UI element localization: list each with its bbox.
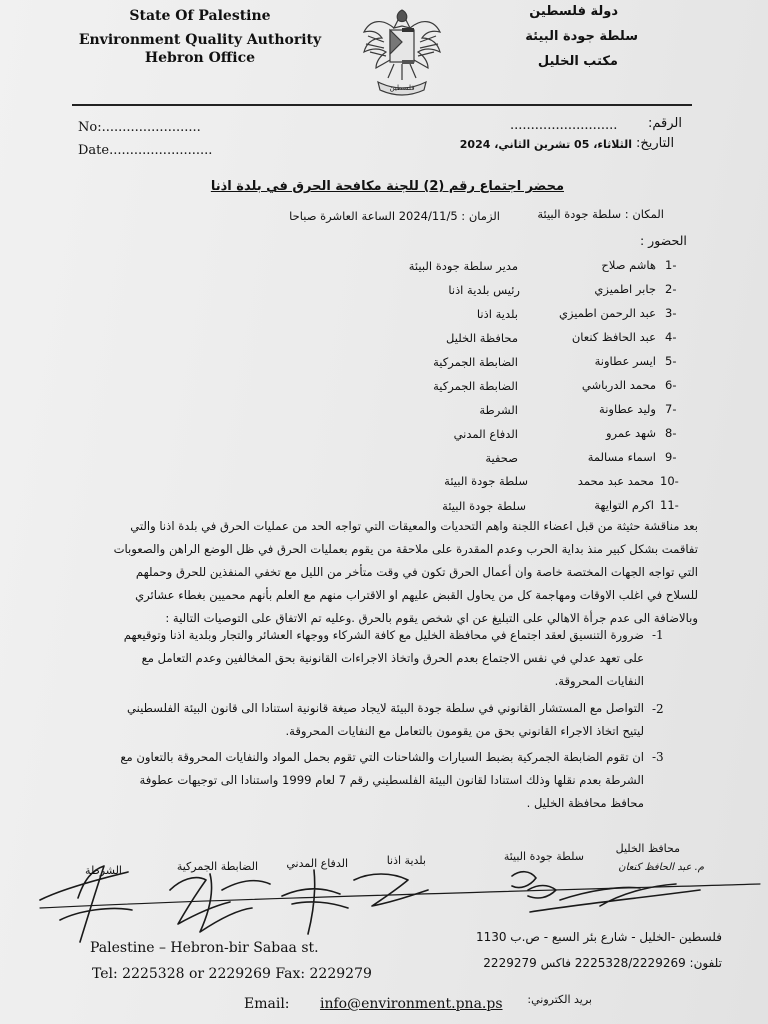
attendee-num: 3- (665, 306, 677, 320)
attendee-name: محمد عبد محمد (577, 474, 654, 488)
attendee-role: محافظة الخليل (446, 331, 518, 345)
recommendation-number: -3 (652, 750, 664, 764)
discussion-line: تفاقمت بشكل كبير منذ بداية الحرب وعدم المقدرة على ملاحقة من يقوم بعمليات الحرق في ظل الوضع الراهن والصعوبات (113, 542, 698, 556)
attendee-name: جابر اطميزي (594, 282, 656, 296)
recommendation-number: -1 (652, 628, 664, 642)
reference-number-field: No:........................ (78, 120, 201, 135)
attendee-name: عبد الحافظ كنعان (571, 330, 656, 344)
attendee-name: هاشم صلاح (601, 258, 656, 272)
attendee-num: 11- (660, 498, 679, 512)
discussion-paragraph (72, 515, 698, 630)
header-ar-state: دولة فلسطين (529, 4, 618, 19)
header-divider (72, 104, 692, 106)
attendee-num: 5- (665, 354, 677, 368)
reference-date-field: Date......................... (78, 143, 213, 158)
discussion-line: وبالاضافة الى عدم جرأة الاهالي على التبليغ عن اي شخص يقوم بالحرق .وعليه تم الاتفاق على التوصيات التالية : (165, 611, 698, 625)
attendee-role: الدفاع المدني (453, 427, 518, 441)
attendee-role: سلطة جودة البيئة (444, 474, 528, 488)
handwritten-governor-name: م. عبد الحافظ كنعان (618, 862, 704, 873)
discussion-line: التي تواجه الجهات المختصة خاصة وان أعمال الحرق تكون في وقت متأخر من الليل مع تخفي المنفذين للحرق وحملهم (135, 565, 698, 579)
attendee-role: رئيس بلدية اذنا (448, 283, 520, 297)
attendee-name: اسماء مسالمة (587, 450, 656, 464)
recommendation-line: النفايات المحروقة. (554, 674, 644, 688)
attendee-name: اكرم التوايهة (594, 498, 654, 512)
ar-date-label: التاريخ: (636, 136, 675, 151)
ar-number-dots: .......................... (510, 118, 618, 133)
footer-email-link[interactable]: info@environment.pna.ps (320, 996, 503, 1012)
attendee-role: الشرطة (479, 403, 518, 417)
signature-label-eqa: سلطة جودة البيئة (503, 850, 584, 863)
attendance-label: الحضور : (640, 233, 687, 248)
signature-label-police: الشرطة (85, 864, 122, 877)
emblem-caption: فلسطين (389, 84, 415, 92)
attendee-num: 9- (665, 450, 677, 464)
header-en-authority: Environment Quality Authority (78, 32, 322, 48)
attendee-role: الضابطة الجمركية (433, 355, 518, 369)
attendee-role: بلدية اذنا (476, 307, 518, 321)
meeting-time: الزمان : 2024/11/5 الساعة العاشرة صباحا (289, 209, 500, 223)
attendee-num: 2- (665, 282, 677, 296)
signature-label-customs: الضابطة الجمركية (176, 860, 258, 873)
attendee-name: شهد عمرو (605, 426, 656, 440)
attendee-name: وليد عطاونة (599, 402, 656, 416)
attendee-num: 6- (665, 378, 677, 392)
attendee-name: ايسر عطاونة (594, 354, 656, 368)
signature-label-governor: محافظ الخليل (615, 842, 680, 855)
footer-address-en: Palestine – Hebron-bir Sabaa st. (90, 940, 319, 956)
recommendation-line: ضرورة التنسيق لعقد اجتماع في محافظة الخليل مع كافة الشركاء ووجهاء العشائر والتجار وبلدية اذنا وتوقيعهم (123, 628, 644, 642)
recommendation-line: ليتيح اتخاذ الاجراء القانوني بحق من يقومون بالتعامل مع النفايات المحروقة. (285, 724, 644, 738)
attendee-role: صحفية (485, 451, 518, 465)
signature-label-civil-defense: الدفاع المدني (286, 857, 348, 870)
discussion-line: للسلاح في اغلب الاوقات ومهاجمة كل من يحاول القبض عليهم او الاقتراب منهم مع العلم بأنهم محميين بغطاء عشائري (135, 588, 698, 602)
attendee-num: 8- (665, 426, 677, 440)
discussion-line: بعد مناقشة حثيثة من قبل اعضاء اللجنة واهم التحديات والمعيقات التي تواجه الحد من عمليات الحرق في بلدة اذنا والتي (130, 519, 698, 533)
attendee-role: مدير سلطة جودة البيئة (408, 259, 518, 273)
header-ar-office: مكتب الخليل (537, 54, 618, 69)
footer-address-ar: فلسطين -الخليل - شارع بئر السبع - ص.ب 1130 (475, 930, 722, 944)
attendee-name: عبد الرحمن اطميزي (558, 306, 656, 320)
ar-number-label: الرقم: (648, 116, 682, 131)
attendee-num: 1- (665, 258, 677, 272)
attendee-role: الضابطة الجمركية (433, 379, 518, 393)
attendee-num: 10- (660, 474, 679, 488)
signature-label-municipality: بلدية اذنا (386, 854, 426, 867)
attendee-name: محمد الدرباشي (581, 378, 656, 392)
minutes-title: محضر اجتماع رقم (2) للجنة مكافحة الحرق في بلدة اذنا (210, 179, 564, 194)
ar-date-value: الثلاثاء، 05 تشرين الثاني، 2024 (459, 138, 632, 151)
recommendation-line: التواصل مع المستشار القانوني في سلطة جودة البيئة لايجاد صيغة قانونية استنادا الى قانون البيئة الفلسطيني (126, 701, 644, 715)
header-ar-authority: سلطة جودة البيئة (525, 29, 638, 44)
recommendation-number: -2 (652, 702, 664, 716)
footer-phone-en: Tel: 2225328 or 2229269 Fax: 2229279 (92, 966, 372, 982)
recommendation-line: محافظ محافظة الخليل . (526, 796, 644, 810)
header-en-office: Hebron Office (144, 50, 256, 66)
recommendation-line: على تعهد عدلي في نفس الاجتماع بعدم الحرق واتخاذ الاجراءات القانونية بحق المخالفين وعدم التعامل مع (141, 651, 644, 665)
footer-email-label: Email: (244, 996, 290, 1012)
recommendation-3 (88, 746, 644, 815)
footer-phone-ar: تلفون: 2225328/2229269 فاكس 2229279 (483, 956, 722, 970)
attendee-num: 4- (665, 330, 677, 344)
attendee-role: سلطة جودة البيئة (442, 499, 526, 513)
meeting-place: المكان : سلطة جودة البيئة (537, 207, 664, 221)
recommendation-2 (88, 697, 644, 743)
recommendation-line: ان تقوم الضابطة الجمركية بضبط السيارات والشاحنات التي تقوم بحمل المواد والنفايات المحروقة بالتعاون مع (120, 750, 644, 764)
header-en-state: State Of Palestine (129, 8, 271, 24)
footer-email-label-ar: بريد الكتروني: (527, 993, 592, 1006)
recommendation-1 (88, 624, 644, 693)
attendee-num: 7- (665, 402, 677, 416)
recommendation-line: الشرطة بعدم نقلها وذلك استنادا لقانون البيئة الفلسطيني رقم 7 لعام 1999 واستنادا الى توجيهات عطوفة (139, 773, 644, 787)
